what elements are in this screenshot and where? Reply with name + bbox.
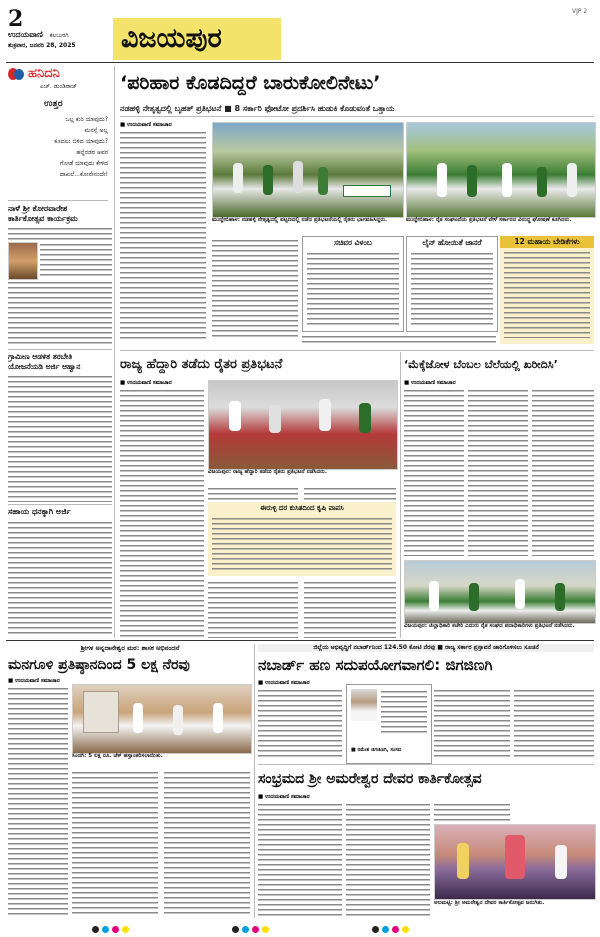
paper-name-text: ಉದಯವಾಣಿ: [8, 30, 43, 39]
lead-box-2-title: ಲೈನ್ ಹೋಯಿತೆ ಜಾನರೆ: [407, 237, 497, 249]
hedwari-col-1: [120, 388, 204, 638]
mid-column-rule: [400, 352, 401, 638]
left-divider: [8, 200, 108, 201]
mekkejola-col-3: [532, 388, 594, 556]
lead-box-3-title: 12 ಮಹಾಯ ಬೇಡಿಕೆಗಳು: [500, 236, 594, 248]
managuli-caption: ಸಿಂದಗಿ: 5 ಲಕ್ಷ ರೂ. ಚೆಕ್ ಹಸ್ತಾಂತರಿಸಲಾಯಿತು.: [72, 753, 163, 759]
hedwari-col-2: [208, 486, 298, 500]
left-story-1-text-3: [8, 280, 112, 346]
lead-caption-right: ಮುದ್ದೇಬಿಹಾಳ: ರೈತ ಸಂಘಟನೆಯ ಪ್ರತಿಭಟನೆ ವೇಳೆ ಸರ್ಕಾರದ ವಿರುದ್ಧ ಘೋಷಣೆ ಕೂಗಿದರು.: [406, 217, 572, 223]
nabard-quote-box: [346, 684, 432, 764]
poem-line: ಗೋಡೆ ಯಾವುದು ಕೇಳಿದ: [60, 160, 108, 167]
left-story-3-headline: ಸಹಾಯ ಧನಕ್ಕಾಗಿ ಅರ್ಜಿ: [8, 507, 71, 516]
managuli-col-1: [8, 686, 68, 916]
lead-box-1-text: [307, 251, 399, 325]
hedwari-col-4: [208, 580, 298, 638]
left-story-1-headline: ನಾಳೆ ಶ್ರೀ ಕೋರವಾರೇಶ: [8, 204, 68, 213]
lead-col-1: [120, 130, 206, 340]
lead-box-3-text: [504, 250, 590, 338]
bottom-rule: [6, 640, 594, 641]
poem-line: ಕೂದಲು ಬಿಳಿದ ಯಾವುದು?: [54, 138, 108, 145]
lead-col-3: [302, 334, 496, 346]
lead-col-2: [212, 238, 298, 338]
hedwari-box-title: ಈರುಳ್ಳಿ ದರ ಕುಸಿತದಿಂದ ಕೃಷಿ ವಾಪಸಿ: [260, 504, 344, 512]
poem-line: ಮನಸ್ಸೆ ಅಲ್ಲ: [84, 127, 108, 134]
left-story-2-headline: ಗ್ರಾಮೀಣ ಆಡಳಿತ ತರಬೇತಿ: [8, 352, 73, 361]
amareshwar-col-3: [434, 802, 510, 822]
managuli-kicker: ಶ್ರೀಗಳ ಅನ್ನದಾನೇಶ್ವರ ಮಠ: ಶಾಸಕ ಅಭಿನಂದನೆ: [80, 644, 180, 652]
hani-dani-heading: ಉತ್ತರ: [44, 99, 63, 109]
amareshwar-headline: ಸಂಭ್ರಮದ ಶ್ರೀ ಅಮರೇಶ್ವರ ದೇವರ ಕಾರ್ತಿಕೋತ್ಸವ: [258, 771, 482, 787]
amareshwar-byline: ■ ಉದಯವಾಣಿ ಸಮಾಚಾರ: [258, 794, 310, 800]
nabard-quote-text: [381, 689, 427, 733]
section-title: ವಿಜಯಪುರ: [121, 23, 222, 54]
lead-photo-right: [406, 122, 596, 218]
managuli-byline: ■ ಉದಯವಾಣಿ ಸಮಾಚಾರ: [8, 678, 60, 684]
lead-box-3: [500, 236, 594, 344]
left-story-1-photo: [8, 242, 38, 280]
lead-box-1: [302, 236, 404, 332]
nabard-col-3: [514, 688, 594, 760]
lead-byline: ■ ಉದಯವಾಣಿ ಸಮಾಚಾರ: [120, 122, 172, 128]
managuli-col-2: [72, 770, 158, 916]
corner-code: VJP 2: [572, 8, 588, 15]
mekkejola-byline: ■ ಉದಯವಾಣಿ ಸಮಾಚಾರ: [404, 380, 456, 386]
left-story-1-headline-2: ಕಾರ್ತಿಕೋತ್ಸವ ಕಾರ್ಯಕ್ರಮ: [8, 214, 78, 223]
nabard-col-1: [258, 688, 342, 760]
hedwari-caption: ವಿಜಯಪುರ: ರಾಜ್ಯ ಹೆದ್ದಾರಿ ತಡೆದು ರೈತರು ಪ್ರತಿಭಟನೆ ನಡೆಸಿದರು.: [208, 469, 327, 475]
hedwari-box: [208, 502, 396, 576]
poem-line: ದಾಖಲೆ...ಕೋನೇನಂದೇ!: [59, 171, 108, 178]
amareshwar-caption: ಆಲಮಟ್ಟಿ: ಶ್ರೀ ಅಮರೇಶ್ವರ ದೇವರ ಕಾರ್ತಿಕೋತ್ಸವ ಜರುಗಿತು.: [434, 900, 545, 906]
hedwari-byline: ■ ಉದಯವಾಣಿ ಸಮಾಚಾರ: [120, 380, 172, 386]
paper-name: [8, 30, 69, 40]
nabard-byline: ■ ಉದಯವಾಣಿ ಸಮಾಚಾರ: [258, 680, 310, 686]
left-column-rule: [114, 66, 115, 638]
issue-date: ಶುಕ್ರವಾರ, ಜನವರಿ 28, 2025: [8, 42, 76, 49]
left-story-3-text: [8, 520, 112, 636]
mekkejola-col-2: [468, 388, 528, 556]
lead-rule: [120, 116, 594, 117]
amareshwar-col-1: [258, 802, 342, 916]
nabard-col-2: [434, 688, 510, 760]
managuli-headline: ಮನಗೂಳಿ ಪ್ರತಿಷ್ಠಾನದಿಂದ 5 ಲಕ್ಷ ನೆರವು: [8, 657, 190, 673]
left-story-1-text: [8, 226, 112, 240]
hedwari-photo: [208, 380, 398, 470]
page-number: 2: [8, 6, 24, 32]
amareshwar-col-2: [346, 802, 430, 916]
hedwari-box-text: [212, 516, 392, 572]
amareshwar-photo: [434, 824, 596, 900]
hedwari-col-5: [304, 580, 396, 638]
mid-rule: [120, 350, 594, 351]
nabard-headline: ನಬಾರ್ಡ್ ಹಣ ಸದುಪಯೋಗವಾಗಲಿ: ಜಿಗಜಿಣಗಿ: [258, 656, 493, 674]
left-story-1-text-2: [40, 242, 112, 278]
poem-line: ಹನ್ನೆರಡರ ಅವರ: [76, 149, 108, 156]
left-divider-2: [8, 349, 112, 350]
nabard-kicker: ಜಿಲ್ಲೆಯ ಅಭಿವೃದ್ಧಿಗೆ ನಬಾರ್ಡ್‌ನಿಂದ 124.50 ಕೋಟಿ ನೆರವು ■ ರಾಜ್ಯ ಸರ್ಕಾರ ಪ್ರಸ್ತಾವನೆ ಜಾರಿಗೊಳಿಸಲು ಸೂಚನೆ: [258, 644, 594, 652]
bottom-column-rule: [254, 644, 255, 918]
left-story-2-headline-2: ಯೋಜನೆಯಡಿ ಅರ್ಜಿ ಆಹ್ವಾನ: [8, 362, 81, 371]
mekkejola-photo: [404, 560, 596, 624]
section-banner: [113, 18, 281, 60]
lead-caption-left: ಮುದ್ದೇಬಿಹಾಳ: ನಡಹಳ್ಳಿ ನೇತೃತ್ವದಲ್ಲಿ ಪಟ್ಟಣದಲ್ಲಿ ನಡೆದ ಪ್ರತಿಭಟನೆಯಲ್ಲಿ ರೈತರು ಭಾಗವಹಿಸಿದ್ದರು.: [212, 217, 388, 223]
hani-dani-title: ಹನಿದನಿ: [28, 66, 60, 81]
poem-line: ಒಲ್ಲ ಕುರಿ ಯಾವುದು?: [65, 116, 108, 123]
nabard-portrait: [351, 689, 377, 721]
managuli-col-3: [164, 770, 250, 916]
nabard-quote-name: ■ ರಮೇಶ ಜಿಗಜಿಣಗಿ, ಸಂಸದ: [351, 747, 402, 753]
lead-headline: ‘ಪರಿಹಾರ ಕೊಡದಿದ್ದರೆ ಬಾರುಕೋಲಿನೇಟು’: [120, 72, 381, 94]
lead-box-1-title: ಸಚಿವರ ವಿಳಂಬ: [303, 237, 403, 249]
left-story-2-text: [8, 374, 112, 502]
hani-dani-logo: [8, 66, 24, 82]
lead-subhead: ನಡಹಳ್ಳಿ ನೇತೃತ್ವದಲ್ಲಿ ಬೃಹತ್ ಪ್ರತಿಭಟನೆ ■ 8 ಸರ್ಕಾರಿ ಫೋಟೋ ಪ್ರದರ್ಶಿಸಿ ಹುಡುಕಿ ಕೊಡುವಂತೆ ಒತ್ತಾಯ: [120, 104, 395, 113]
lead-photo-left: [212, 122, 404, 218]
edition: ಕಲಬುರಗಿ: [49, 32, 69, 39]
mekkejola-headline: ‘ಮೆಕ್ಕೆಜೋಳ ಬೆಂಬಲ ಬೆಲೆಯಲ್ಲಿ ಖರೀದಿಸಿ’: [404, 358, 558, 371]
lead-box-2: [406, 236, 498, 332]
registration-marks: [92, 918, 522, 926]
nabard-rule: [258, 764, 594, 765]
mekkejola-caption: ವಿಜಯಪುರ: ಜಿಲ್ಲಾಧಿಕಾರಿ ಕಚೇರಿ ಎದುರು ರೈತ ಸಂಘದ ಪದಾಧಿಕಾರಿಗಳು ಪ್ರತಿಭಟನೆ ನಡೆಸಿದರು.: [404, 623, 575, 629]
hani-dani-author: ಎಚ್. ಡುಂಡಿರಾಜ್: [40, 83, 78, 90]
left-divider-3: [8, 504, 112, 505]
hedwari-headline: ರಾಜ್ಯ ಹೆದ್ದಾರಿ ತಡೆದು ರೈತರ ಪ್ರತಿಭಟನೆ: [120, 357, 283, 372]
masthead-rule: [6, 62, 594, 63]
hani-dani-box: [8, 66, 108, 200]
lead-box-2-text: [411, 251, 493, 325]
managuli-photo: [72, 684, 252, 754]
hedwari-col-3: [304, 486, 396, 500]
hani-dani-poem: [8, 114, 108, 180]
mekkejola-col-1: [404, 388, 464, 556]
